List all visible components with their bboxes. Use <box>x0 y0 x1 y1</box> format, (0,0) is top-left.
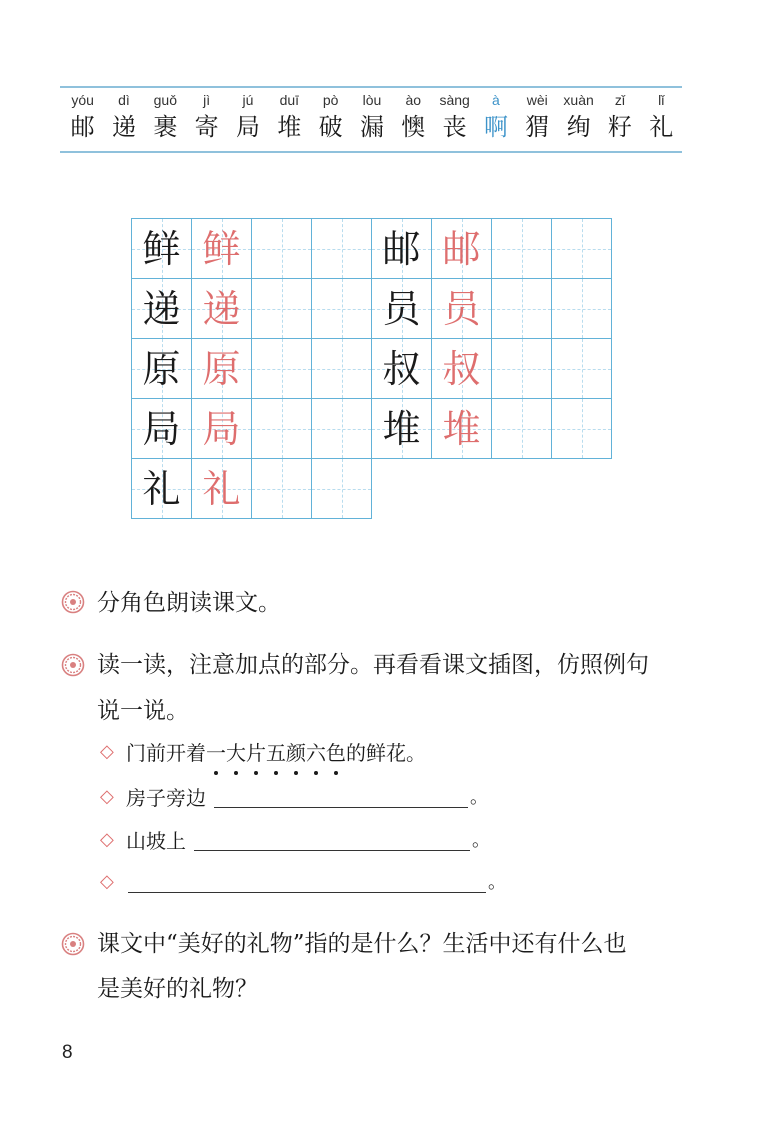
practice-cell[interactable] <box>252 399 312 459</box>
page-number: 8 <box>62 1042 73 1063</box>
vocab-character: 啊 <box>483 113 508 141</box>
practice-cell[interactable] <box>312 279 372 339</box>
trace-character-text: 员 <box>442 286 481 331</box>
seal-icon <box>61 653 85 677</box>
exercise-2-line-2: 说一说。 <box>97 698 189 724</box>
model-character-text: 叔 <box>382 346 421 391</box>
emphasized-character: 颜 <box>286 737 306 766</box>
practice-cell[interactable] <box>312 399 372 459</box>
fill-in-item-3 <box>100 824 490 854</box>
vocabulary-list <box>62 90 682 144</box>
emphasized-character: 五 <box>266 737 286 766</box>
model-character-text: 鲜 <box>142 226 181 271</box>
vocab-pinyin: pò <box>322 92 339 108</box>
model-character-text: 堆 <box>382 406 421 451</box>
vocab-item <box>434 90 475 144</box>
item-2-prefix: 房子旁边 <box>126 785 206 810</box>
answer-blank[interactable] <box>214 785 468 808</box>
vocab-top-rule <box>60 86 682 88</box>
period: 。 <box>470 787 488 808</box>
vocab-bottom-rule <box>60 151 682 153</box>
model-character <box>132 339 192 399</box>
vocab-character: 漏 <box>359 113 384 141</box>
answer-blank[interactable] <box>128 870 486 893</box>
vocab-pinyin: guǒ <box>153 92 177 108</box>
vocab-item <box>145 90 186 144</box>
emphasized-character: 片 <box>246 737 266 766</box>
model-character <box>132 459 192 519</box>
vocab-character: 猬 <box>525 113 550 141</box>
model-character <box>372 219 432 279</box>
vocab-character: 籽 <box>607 113 632 141</box>
answer-blank[interactable] <box>194 828 470 851</box>
trace-character <box>432 339 492 399</box>
example-after: 的鲜花。 <box>346 740 426 765</box>
writing-grid-right <box>371 218 612 459</box>
vocab-character: 堆 <box>277 113 302 141</box>
practice-cell[interactable] <box>312 459 372 519</box>
model-character <box>132 399 192 459</box>
practice-cell[interactable] <box>552 279 612 339</box>
vocab-pinyin: lǐ <box>658 92 665 108</box>
emphasized-character: 一 <box>206 737 226 766</box>
trace-character <box>192 399 252 459</box>
example-dotted-phrase <box>206 737 346 766</box>
vocab-pinyin: jì <box>203 92 211 108</box>
vocab-character: 丧 <box>442 113 467 141</box>
vocab-item <box>310 90 351 144</box>
practice-cell[interactable] <box>552 339 612 399</box>
practice-cell[interactable] <box>312 219 372 279</box>
model-character <box>372 339 432 399</box>
trace-character-text: 原 <box>202 346 241 391</box>
model-character <box>372 399 432 459</box>
vocab-item <box>227 90 268 144</box>
diamond-bullet-icon: ◇ <box>100 785 114 807</box>
model-character-text: 原 <box>142 346 181 391</box>
exercise-3-line-1: 课文中“美好的礼物”指的是什么？生活中还有什么也 <box>97 931 627 957</box>
trace-character <box>192 219 252 279</box>
vocab-item <box>558 90 599 144</box>
vocab-pinyin: wèi <box>526 92 548 108</box>
example-before: 门前开着 <box>126 740 206 765</box>
exercise-2-line-1: 读一读，注意加点的部分。再看看课文插图，仿照例句 <box>97 652 649 678</box>
practice-cell[interactable] <box>492 279 552 339</box>
fill-in-item-4 <box>100 866 506 896</box>
vocab-character: 裹 <box>153 113 178 141</box>
vocab-item <box>62 90 103 144</box>
trace-character <box>432 279 492 339</box>
practice-cell[interactable] <box>492 339 552 399</box>
vocab-pinyin: lòu <box>362 92 382 108</box>
practice-cell[interactable] <box>252 279 312 339</box>
vocab-character: 寄 <box>194 113 219 141</box>
trace-character <box>432 399 492 459</box>
vocab-character: 绚 <box>566 113 591 141</box>
trace-character-text: 递 <box>202 286 241 331</box>
seal-icon <box>61 932 85 956</box>
practice-cell[interactable] <box>492 399 552 459</box>
trace-character <box>192 279 252 339</box>
practice-cell[interactable] <box>552 399 612 459</box>
model-character-text: 员 <box>382 286 421 331</box>
emphasized-character: 大 <box>226 737 246 766</box>
model-character <box>132 279 192 339</box>
trace-character-text: 邮 <box>442 226 481 271</box>
period: 。 <box>488 872 506 893</box>
vocab-pinyin: xuàn <box>563 92 594 108</box>
practice-cell[interactable] <box>552 219 612 279</box>
model-character <box>372 279 432 339</box>
vocab-item <box>351 90 392 144</box>
vocab-item <box>641 90 682 144</box>
period: 。 <box>472 830 490 851</box>
vocab-item <box>103 90 144 144</box>
diamond-bullet-icon: ◇ <box>100 828 114 850</box>
vocab-pinyin: ào <box>405 92 422 108</box>
writing-grid-left <box>131 218 372 519</box>
vocab-pinyin: duī <box>279 92 300 108</box>
vocab-pinyin: dì <box>118 92 130 108</box>
model-character-text: 礼 <box>142 466 181 511</box>
vocab-item <box>475 90 516 144</box>
practice-cell[interactable] <box>252 459 312 519</box>
model-character-text: 递 <box>142 286 181 331</box>
diamond-bullet-icon: ◇ <box>100 740 114 762</box>
vocab-item <box>517 90 558 144</box>
model-character <box>132 219 192 279</box>
model-character-text: 局 <box>142 406 181 451</box>
practice-cell[interactable] <box>252 339 312 399</box>
vocab-pinyin: yóu <box>71 92 94 108</box>
fill-in-item-2 <box>100 781 488 811</box>
trace-character <box>192 459 252 519</box>
trace-character-text: 叔 <box>442 346 481 391</box>
model-character-text: 邮 <box>382 226 421 271</box>
vocab-pinyin: jú <box>242 92 254 108</box>
trace-character <box>192 339 252 399</box>
trace-character-text: 堆 <box>442 406 481 451</box>
practice-cell[interactable] <box>492 219 552 279</box>
vocab-item <box>269 90 310 144</box>
practice-cell[interactable] <box>312 339 372 399</box>
vocab-item <box>393 90 434 144</box>
practice-cell[interactable] <box>252 219 312 279</box>
trace-character-text: 鲜 <box>202 226 241 271</box>
trace-character-text: 礼 <box>202 466 241 511</box>
vocab-character: 破 <box>318 113 343 141</box>
example-sentence <box>100 736 426 766</box>
vocab-pinyin: sàng <box>439 92 470 108</box>
emphasized-character: 色 <box>326 737 346 766</box>
vocab-character: 礼 <box>649 113 674 141</box>
exercise-1-text: 分角色朗读课文。 <box>97 590 281 616</box>
seal-icon <box>61 590 85 614</box>
vocab-character: 局 <box>235 113 260 141</box>
item-3-prefix: 山坡上 <box>126 828 186 853</box>
trace-character <box>432 219 492 279</box>
emphasized-character: 六 <box>306 737 326 766</box>
vocab-character: 递 <box>111 113 136 141</box>
vocab-character: 邮 <box>70 113 95 141</box>
diamond-bullet-icon: ◇ <box>100 870 114 892</box>
vocab-item <box>599 90 640 144</box>
vocab-item <box>186 90 227 144</box>
trace-character-text: 局 <box>202 406 241 451</box>
vocab-character: 懊 <box>401 113 426 141</box>
exercise-3-line-2: 是美好的礼物？ <box>97 976 258 1002</box>
vocab-pinyin: zǐ <box>614 92 625 108</box>
vocab-pinyin: à <box>492 92 500 108</box>
